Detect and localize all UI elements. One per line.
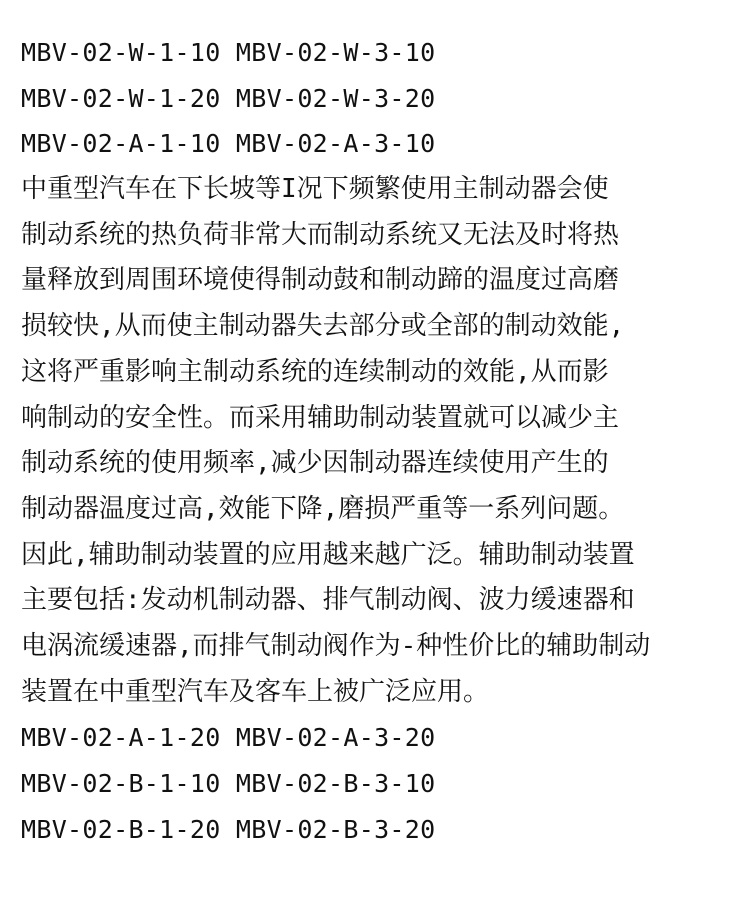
paragraph-line-12: 装置在中重型汽车及客车上被广泛应用。 — [21, 676, 490, 707]
model-line-6: MBV-02-B-1-20 MBV-02-B-3-20 — [21, 814, 436, 844]
paragraph-line-11: 电涡流缓速器,而排气制动阀作为-种性价比的辅助制动 — [21, 630, 651, 661]
paragraph-line-4: 损较快,从而使主制动器失去部分或全部的制动效能, — [21, 311, 625, 342]
paragraph-line-6: 响制动的安全性。而采用辅助制动装置就可以减少主 — [21, 402, 620, 433]
model-line-3: MBV-02-A-1-10 MBV-02-A-3-10 — [21, 129, 436, 159]
paragraph-line-7: 制动系统的使用频率,减少因制动器连续使用产生的 — [21, 448, 609, 479]
model-line-5: MBV-02-B-1-10 MBV-02-B-3-10 — [21, 769, 436, 798]
paragraph-line-8: 制动器温度过高,效能下降,磨损严重等一系列问题。 — [21, 493, 625, 524]
document-content — [21, 30, 741, 852]
paragraph-line-10: 主要包括:发动机制动器、排气制动阀、波力缓速器和 — [21, 585, 635, 616]
paragraph-line-9: 因此,辅助制动装置的应用越来越广泛。辅助制动装置 — [21, 539, 635, 570]
paragraph-line-1: 中重型汽车在下长坡等I况下频繁使用主制动器会使 — [21, 174, 609, 205]
paragraph-line-5: 这将严重影响主制动系统的连续制动的效能,从而影 — [21, 356, 609, 387]
model-line-2: MBV-02-W-1-20 MBV-02-W-3-20 — [21, 83, 436, 113]
model-line-4: MBV-02-A-1-20 MBV-02-A-3-20 — [21, 723, 436, 753]
paragraph-line-2: 制动系统的热负荷非常大而制动系统又无法及时将热 — [21, 219, 620, 250]
model-line-1: MBV-02-W-1-10 MBV-02-W-3-10 — [21, 38, 436, 67]
model-list-top — [21, 30, 741, 167]
description-paragraph — [21, 167, 741, 715]
paragraph-line-3: 量释放到周围环境使得制动鼓和制动蹄的温度过高磨 — [21, 265, 620, 296]
model-list-bottom — [21, 715, 741, 852]
